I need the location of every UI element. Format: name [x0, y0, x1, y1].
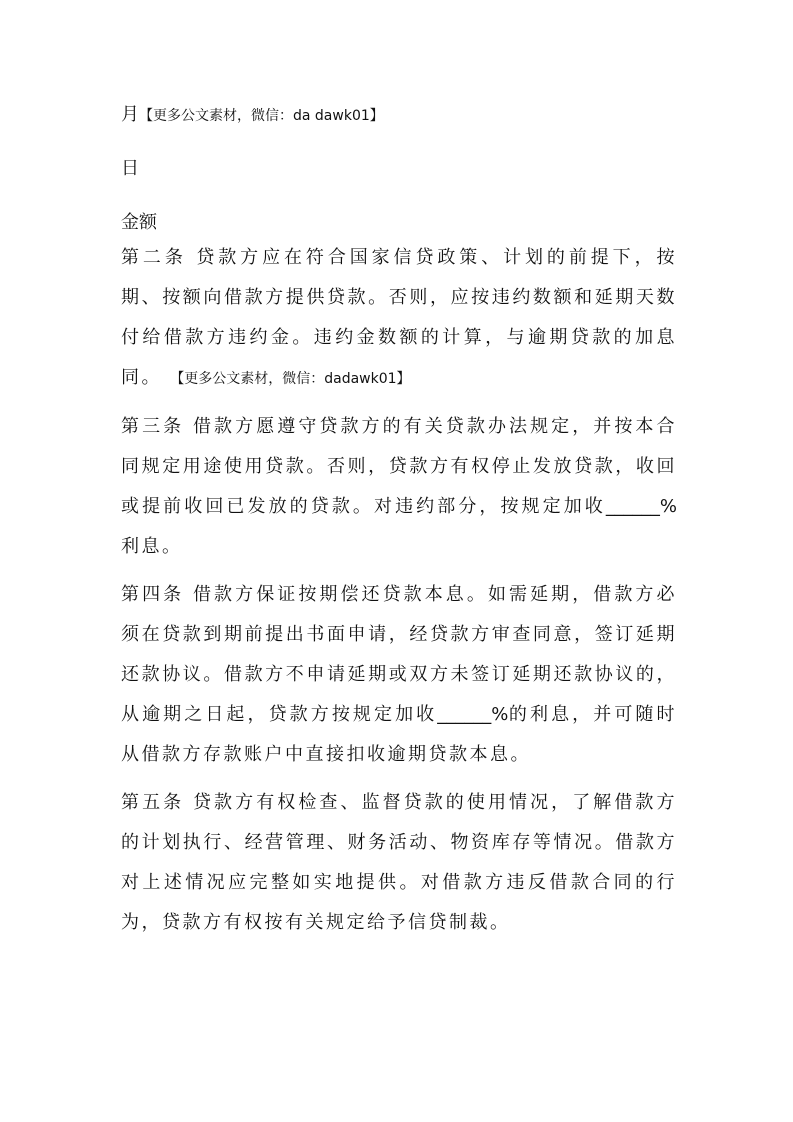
article-3-text: 第三条 借款方愿遵守贷款方的有关贷款办法规定，并按本合同规定用途使用贷款。否则，贷款方有权停止发放贷款，收回或提前收回已发放的贷款。对违约部分，按规定加收 — [121, 416, 677, 517]
article-3-blank: ______% — [605, 496, 677, 517]
document-body — [121, 100, 677, 943]
article-4-text: 第四条 借款方保证按期偿还贷款本息。如需延期，借款方必须在贷款到期前提出书面申请，经贷款方审查同意，签订延期还款协议。借款方不申请延期或双方未签订延期还款协议的，从逾期之日起，贷款方按规定加收 — [121, 584, 677, 725]
article-5 — [121, 783, 677, 943]
article-4-tail: 的利息，并可随时从借款方存款账户中直接扣收逾期贷款本息。 — [121, 704, 678, 765]
month-line — [121, 100, 677, 130]
article-5-text: 第五条 贷款方有权检查、监督贷款的使用情况，了解借款方的计划执行、经营管理、财务活动、物资库存等情况。借款方对上述情况应完整如实地提供。对借款方违反借款合同的行为，贷款方有权按有关规定给予信贷制裁。 — [121, 792, 677, 933]
article-4-blank: ______% — [437, 704, 509, 725]
article-3 — [121, 407, 677, 567]
article-2-text: 第二条 贷款方应在符合国家信贷政策、计划的前提下，按期、按额向借款方提供贷款。否则，应按违约数额和延期天数付给借款方违约金。违约金数额的计算，与逾期贷款的加息同。 — [121, 247, 677, 388]
month-text: 月 — [121, 104, 139, 125]
amount-line: 金额 — [121, 212, 157, 233]
article-2 — [121, 238, 677, 399]
month-note: 【更多公文素材，微信：da dawk01】 — [139, 108, 384, 124]
article-4 — [121, 575, 677, 775]
article-3-tail: 利息。 — [121, 536, 183, 557]
article-2-note: 【更多公文素材，微信：dadawk01】 — [170, 371, 411, 387]
day-line: 日 — [121, 158, 139, 179]
